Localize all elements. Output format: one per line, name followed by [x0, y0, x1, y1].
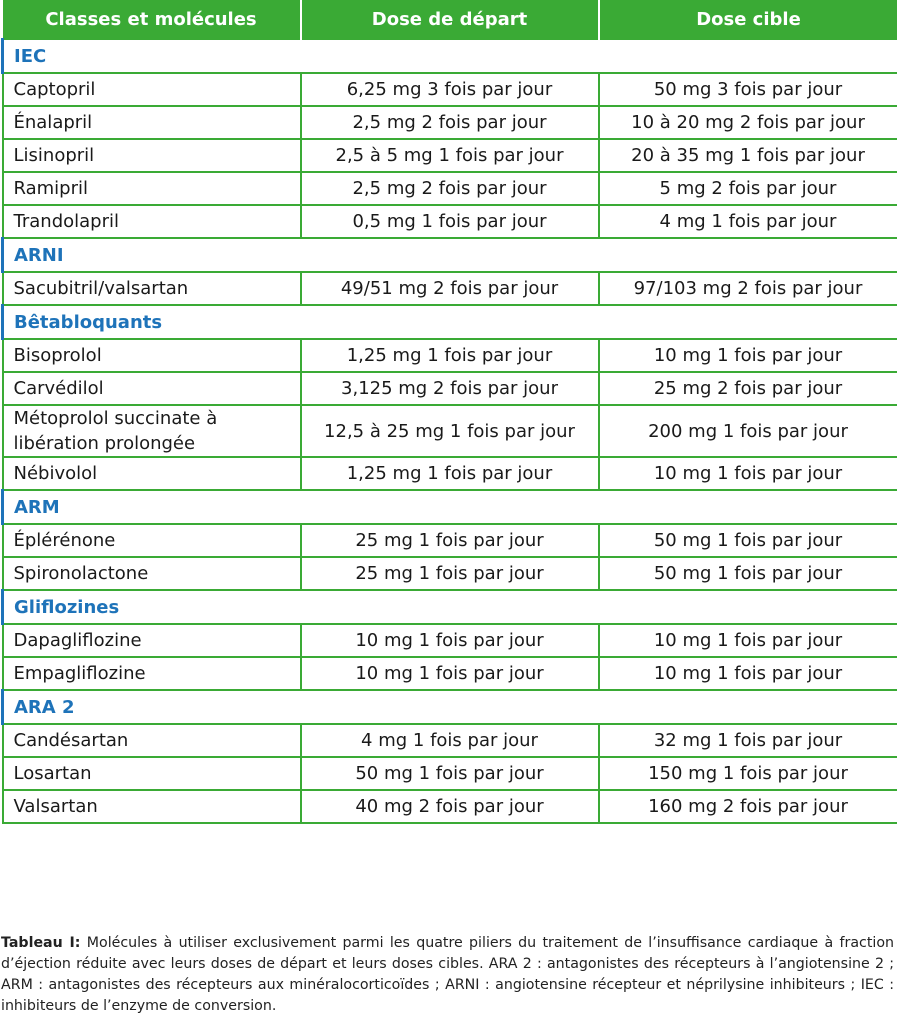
start-dose-cell: 12,5 à 25 mg 1 fois par jour [301, 405, 599, 457]
table-row [3, 405, 897, 457]
molecule-cell: Éplérénone [3, 524, 301, 557]
table-row [3, 724, 897, 757]
dose-table [1, 0, 897, 824]
molecule-cell: Sacubitril/valsartan [3, 272, 301, 305]
target-dose-cell: 10 mg 1 fois par jour [599, 457, 897, 490]
table-row [3, 139, 897, 172]
class-label: IEC [3, 39, 897, 73]
class-row [3, 39, 897, 73]
start-dose-cell: 4 mg 1 fois par jour [301, 724, 599, 757]
molecule-cell: Losartan [3, 757, 301, 790]
target-dose-cell: 20 à 35 mg 1 fois par jour [599, 139, 897, 172]
target-dose-cell: 50 mg 1 fois par jour [599, 524, 897, 557]
start-dose-cell: 2,5 mg 2 fois par jour [301, 106, 599, 139]
start-dose-cell: 25 mg 1 fois par jour [301, 557, 599, 590]
table-caption [1, 933, 894, 1017]
target-dose-cell: 10 mg 1 fois par jour [599, 339, 897, 372]
molecule-cell: Lisinopril [3, 139, 301, 172]
start-dose-cell: 49/51 mg 2 fois par jour [301, 272, 599, 305]
target-dose-cell: 4 mg 1 fois par jour [599, 205, 897, 238]
class-row [3, 490, 897, 524]
target-dose-cell: 97/103 mg 2 fois par jour [599, 272, 897, 305]
start-dose-cell: 50 mg 1 fois par jour [301, 757, 599, 790]
table-header [3, 0, 897, 39]
target-dose-cell: 25 mg 2 fois par jour [599, 372, 897, 405]
caption-label: Tableau I: [1, 935, 81, 951]
start-dose-cell: 1,25 mg 1 fois par jour [301, 339, 599, 372]
class-label: ARM [3, 490, 897, 524]
start-dose-cell: 40 mg 2 fois par jour [301, 790, 599, 823]
table-row [3, 272, 897, 305]
molecule-cell: Valsartan [3, 790, 301, 823]
molecule-cell: Énalapril [3, 106, 301, 139]
table-row [3, 372, 897, 405]
table-row [3, 172, 897, 205]
target-dose-cell: 200 mg 1 fois par jour [599, 405, 897, 457]
molecule-cell: Carvédilol [3, 372, 301, 405]
start-dose-cell: 10 mg 1 fois par jour [301, 657, 599, 690]
table-row [3, 524, 897, 557]
molecule-cell: Empagliflozine [3, 657, 301, 690]
target-dose-cell: 150 mg 1 fois par jour [599, 757, 897, 790]
start-dose-cell: 25 mg 1 fois par jour [301, 524, 599, 557]
start-dose-cell: 2,5 mg 2 fois par jour [301, 172, 599, 205]
start-dose-cell: 3,125 mg 2 fois par jour [301, 372, 599, 405]
start-dose-cell: 1,25 mg 1 fois par jour [301, 457, 599, 490]
target-dose-cell: 160 mg 2 fois par jour [599, 790, 897, 823]
table-row [3, 339, 897, 372]
class-row [3, 590, 897, 624]
molecule-cell: Nébivolol [3, 457, 301, 490]
molecule-cell: Ramipril [3, 172, 301, 205]
table-row [3, 557, 897, 590]
table-row [3, 457, 897, 490]
header-row [3, 0, 897, 39]
class-label: ARNI [3, 238, 897, 272]
class-row [3, 305, 897, 339]
molecule-cell: Dapagliflozine [3, 624, 301, 657]
molecule-cell: Captopril [3, 73, 301, 106]
molecule-cell: Spironolactone [3, 557, 301, 590]
header-target-dose: Dose cible [599, 0, 897, 39]
start-dose-cell: 2,5 à 5 mg 1 fois par jour [301, 139, 599, 172]
target-dose-cell: 10 mg 1 fois par jour [599, 657, 897, 690]
molecule-cell: Bisoprolol [3, 339, 301, 372]
molecule-cell: Trandolapril [3, 205, 301, 238]
header-classes-molecules: Classes et molécules [3, 0, 301, 39]
caption-text: Molécules à utiliser exclusivement parmi les quatre piliers du traitement de l’insuffisance cardiaque à fraction d’éjection réduite avec leurs doses de départ et leurs doses cibles. ARA 2 : antagonistes des récepteurs à l’angiotensine 2 ; ARM : antagonistes des récepteurs aux minéralocorticoïdes ; ARNI : angiotensine récepteur et néprilysine inhibiteurs ; IEC : inhibiteurs de l’enzyme de conversion. [1, 935, 894, 1014]
table-row [3, 73, 897, 106]
table-row [3, 624, 897, 657]
molecule-cell: Métoprolol succinate à libération prolongée [3, 405, 301, 457]
target-dose-cell: 10 à 20 mg 2 fois par jour [599, 106, 897, 139]
class-label: ARA 2 [3, 690, 897, 724]
target-dose-cell: 50 mg 1 fois par jour [599, 557, 897, 590]
class-row [3, 238, 897, 272]
start-dose-cell: 6,25 mg 3 fois par jour [301, 73, 599, 106]
start-dose-cell: 0,5 mg 1 fois par jour [301, 205, 599, 238]
table-row [3, 657, 897, 690]
header-start-dose: Dose de départ [301, 0, 599, 39]
table-row [3, 790, 897, 823]
table-row [3, 106, 897, 139]
start-dose-cell: 10 mg 1 fois par jour [301, 624, 599, 657]
class-label: Bêtabloquants [3, 305, 897, 339]
molecule-cell: Candésartan [3, 724, 301, 757]
class-row [3, 690, 897, 724]
target-dose-cell: 10 mg 1 fois par jour [599, 624, 897, 657]
table-row [3, 205, 897, 238]
target-dose-cell: 5 mg 2 fois par jour [599, 172, 897, 205]
target-dose-cell: 32 mg 1 fois par jour [599, 724, 897, 757]
table-row [3, 757, 897, 790]
table-body [3, 39, 897, 823]
class-label: Gliflozines [3, 590, 897, 624]
target-dose-cell: 50 mg 3 fois par jour [599, 73, 897, 106]
